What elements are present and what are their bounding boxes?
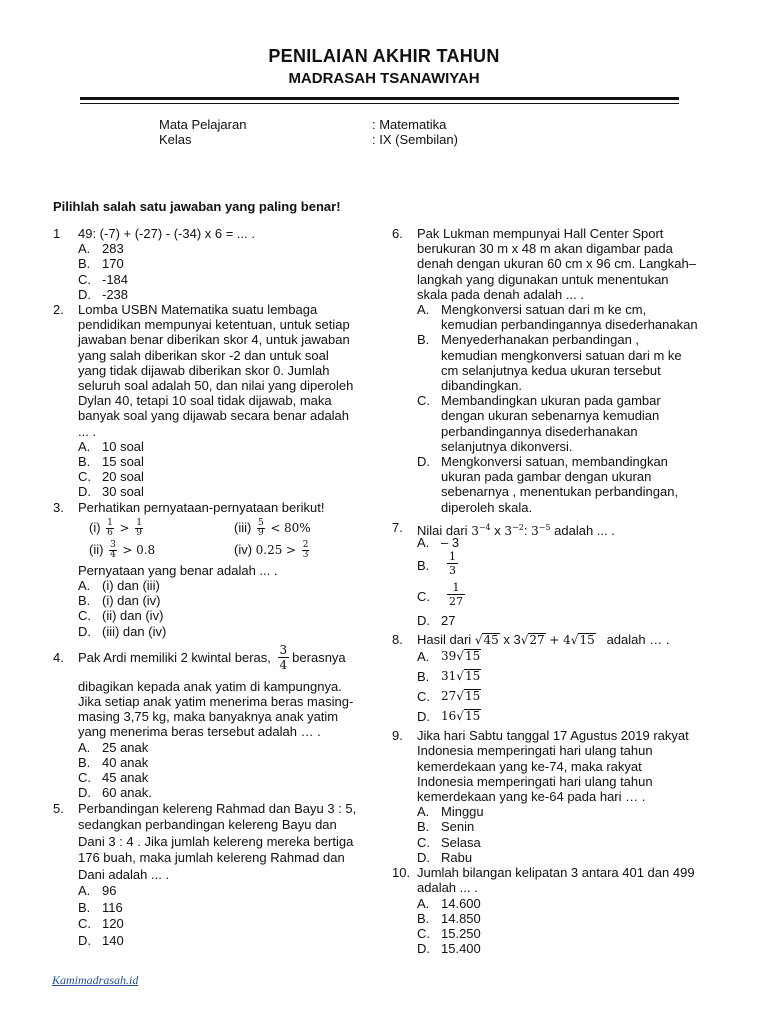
stem-line: Dylan 40, tetapi 10 soal tidak dijawab, maka bbox=[78, 393, 332, 409]
option[interactable] bbox=[392, 393, 732, 454]
option-text: 15 soal bbox=[102, 454, 144, 470]
option-text: 27√15 bbox=[441, 689, 481, 704]
option-text: 30 soal bbox=[102, 484, 144, 500]
fraction: $\frac{1}{6}$ bbox=[107, 517, 113, 538]
question-stem bbox=[392, 728, 732, 804]
option-letter: D. bbox=[78, 484, 91, 500]
option-letter: C. bbox=[78, 608, 91, 624]
question-number: 9. bbox=[392, 728, 403, 744]
option-text: 16√15 bbox=[441, 709, 481, 724]
option-letter: A. bbox=[78, 739, 91, 755]
stem-text: berasnya bbox=[292, 649, 346, 665]
option[interactable] bbox=[392, 819, 732, 834]
question-number: 5. bbox=[53, 800, 64, 816]
question-stem: Nilai dari $3^{-4}$ x $3^{-2}$: $3^{-5}$ adalah ... . bbox=[417, 522, 615, 538]
option-text: 15.250 bbox=[441, 925, 481, 941]
option-letter: A. bbox=[78, 438, 91, 454]
meta-value-subject: : Matematika bbox=[372, 117, 447, 132]
stem-line: yang menerima beras tersebut adalah … . bbox=[78, 724, 321, 740]
stem-line: Jika hari Sabtu tanggal 17 Agustus 2019 rakyat bbox=[417, 728, 689, 744]
option[interactable] bbox=[53, 484, 383, 499]
fraction: $\frac{3}{4}$ bbox=[110, 539, 116, 560]
statement-label: (i) bbox=[89, 519, 101, 535]
stem-line: masing 3,75 kg, maka banyaknya anak yatim bbox=[78, 709, 339, 725]
option-letter: C. bbox=[417, 589, 430, 605]
option-text: 20 soal bbox=[102, 469, 144, 485]
option[interactable] bbox=[392, 550, 732, 581]
stem-line: yang tidak dijawab diberikan skor 0. Jumlah bbox=[78, 362, 330, 378]
option-text: 283 bbox=[102, 241, 124, 257]
stem-line: 176 buah, maka jumlah kelereng Rahmad dan bbox=[78, 850, 345, 865]
statement-iv bbox=[234, 541, 311, 560]
fraction: $\frac{2}{3}$ bbox=[302, 539, 309, 560]
option[interactable] bbox=[53, 916, 383, 933]
option-text: 140 bbox=[102, 932, 124, 948]
option[interactable] bbox=[392, 709, 732, 728]
question-2 bbox=[53, 302, 383, 500]
option[interactable] bbox=[53, 593, 383, 608]
option[interactable] bbox=[392, 332, 732, 393]
option-text: Membandingkan ukuran pada gambar dengan ukuran sebenarnya kemudian perbandingannya disederhanakan selanjutnya dikonversi. bbox=[441, 393, 661, 454]
option-text: – 3 bbox=[441, 534, 460, 550]
option-text: 31√15 bbox=[441, 669, 481, 684]
question-number: 3. bbox=[53, 499, 64, 515]
question-number: 4. bbox=[53, 649, 64, 665]
question-number: 7. bbox=[392, 519, 403, 535]
question-number: 6. bbox=[392, 226, 403, 241]
option[interactable] bbox=[53, 883, 383, 900]
fraction: $\frac{3}{4}$ bbox=[279, 642, 288, 672]
option-text: 60 anak. bbox=[102, 785, 152, 801]
option[interactable] bbox=[53, 933, 383, 950]
meta-value-class: : IX (Sembilan) bbox=[372, 132, 458, 147]
option[interactable] bbox=[53, 785, 383, 800]
right-column bbox=[392, 226, 732, 956]
option[interactable] bbox=[392, 581, 732, 613]
option-text: 40 anak bbox=[102, 754, 149, 770]
option[interactable] bbox=[53, 256, 383, 271]
option-letter: C. bbox=[417, 689, 430, 705]
statement-row bbox=[53, 515, 383, 539]
header-rule-thin bbox=[80, 103, 679, 104]
option[interactable] bbox=[53, 624, 383, 639]
statement-value: 80% bbox=[284, 520, 311, 535]
option-letter: A. bbox=[417, 649, 430, 665]
option-text: 10 soal bbox=[102, 438, 144, 454]
option-text: (ii) dan (iv) bbox=[102, 608, 164, 624]
option-letter: D. bbox=[78, 286, 91, 302]
option[interactable] bbox=[392, 302, 732, 332]
question-number: 8. bbox=[392, 632, 403, 648]
option-text: 25 anak bbox=[102, 739, 149, 755]
statement-ii bbox=[89, 541, 155, 560]
question-prompt: Pernyataan yang benar adalah ... . bbox=[78, 562, 278, 578]
stem-line: yang salah diberikan skor -2 dan untuk soal bbox=[78, 347, 329, 363]
page-title: PENILAIAN AKHIR TAHUN bbox=[268, 46, 500, 66]
footer-link[interactable]: Kamimadrasah.id bbox=[52, 973, 139, 987]
option-letter: A. bbox=[78, 241, 91, 257]
option-letter: B. bbox=[78, 593, 91, 609]
option-text: 116 bbox=[102, 899, 123, 915]
option-letter: D. bbox=[78, 932, 91, 948]
option-text: Senin bbox=[441, 819, 475, 835]
option-letter: C. bbox=[78, 271, 91, 287]
stem-line: ... . bbox=[78, 423, 97, 439]
stem-line: seluruh soal adalah 50, dan nilai yang diperoleh bbox=[78, 378, 354, 394]
option-text: (i) dan (iii) bbox=[102, 578, 160, 594]
option[interactable] bbox=[392, 535, 732, 550]
statement-row bbox=[53, 539, 383, 563]
option-text: 14.850 bbox=[441, 910, 481, 926]
statement-value: 0.25 bbox=[255, 542, 283, 557]
question-8 bbox=[392, 630, 732, 728]
operator: < bbox=[270, 520, 281, 535]
question-stem: Hasil dari √45 x 3√27 + 4√15 adalah … . bbox=[417, 632, 670, 648]
option[interactable] bbox=[53, 287, 383, 302]
question-number: 1 bbox=[53, 226, 61, 241]
stem-line: Indonesia memperingati hari ulang tahun bbox=[417, 743, 653, 759]
option-text: Minggu bbox=[441, 804, 484, 820]
option-letter: B. bbox=[417, 332, 430, 348]
question-5 bbox=[53, 801, 383, 950]
option-text: Rabu bbox=[441, 849, 473, 865]
option-letter: D. bbox=[417, 454, 430, 470]
question-7 bbox=[392, 518, 732, 628]
fraction: $\frac{1}{27}$ bbox=[449, 581, 463, 609]
option-letter: D. bbox=[78, 785, 91, 801]
question-10 bbox=[392, 865, 732, 956]
option-letter: D. bbox=[417, 849, 430, 865]
option-letter: D. bbox=[417, 709, 430, 725]
option-letter: C. bbox=[78, 770, 91, 786]
option-letter: C. bbox=[78, 469, 91, 485]
stem-line: Perbandingan kelereng Rahmad dan Bayu 3 : 5, bbox=[78, 800, 357, 816]
question-number: 2. bbox=[53, 302, 64, 318]
option-text: 170 bbox=[102, 256, 124, 272]
stem-line: dibagikan kepada anak yatim di kampungnya. bbox=[78, 678, 342, 694]
fraction: $\frac{5}{9}$ bbox=[257, 517, 264, 538]
option[interactable] bbox=[392, 926, 732, 941]
option-text: 27 bbox=[441, 613, 456, 629]
option-text: Mengkonversi satuan, membandingkan ukuran pada gambar dengan ukuran sebenarnya , menentukan perbandingan, diperoleh skala. bbox=[441, 454, 679, 515]
option-letter: D. bbox=[417, 613, 430, 629]
option[interactable] bbox=[53, 608, 383, 623]
option-text: 96 bbox=[102, 883, 117, 898]
option-text: Selasa bbox=[441, 834, 481, 850]
option[interactable] bbox=[392, 804, 732, 819]
option-text: 14.600 bbox=[441, 895, 481, 911]
option[interactable] bbox=[392, 941, 732, 956]
option[interactable] bbox=[53, 770, 383, 785]
option-letter: B. bbox=[417, 819, 430, 835]
question-9 bbox=[392, 728, 732, 865]
stem-line: Jika setiap anak yatim menerima beras masing- bbox=[78, 694, 354, 710]
statement-iii bbox=[234, 519, 311, 538]
option-letter: A. bbox=[78, 578, 91, 594]
question-stem bbox=[53, 679, 383, 740]
stem-line: sedangkan perbandingan kelereng Bayu dan bbox=[78, 817, 337, 832]
stem-line: skala pada denah adalah ... . bbox=[417, 286, 584, 302]
fraction: $\frac{1}{3}$ bbox=[449, 550, 456, 578]
option[interactable] bbox=[392, 689, 732, 709]
option-text: 15.400 bbox=[441, 941, 481, 957]
option[interactable] bbox=[53, 755, 383, 770]
question-stem: 49: (-7) + (-27) - (-34) x 6 = ... . bbox=[78, 226, 255, 241]
stem-line: banyak soal yang dijawab secara benar adalah bbox=[78, 408, 350, 424]
stem-line: Pak Lukman mempunyai Hall Center Sport bbox=[417, 226, 664, 241]
question-4 bbox=[53, 643, 383, 801]
operator: > bbox=[286, 542, 297, 557]
meta-label-subject: Mata Pelajaran bbox=[159, 117, 247, 132]
option[interactable] bbox=[53, 241, 383, 256]
question-stem-line1 bbox=[53, 643, 383, 672]
option[interactable] bbox=[53, 578, 383, 593]
option-letter: A. bbox=[417, 534, 430, 550]
option-letter: B. bbox=[78, 899, 91, 915]
option-letter: B. bbox=[78, 256, 91, 272]
option-letter: B. bbox=[78, 454, 91, 470]
stem-line: Lomba USBN Matematika suatu lembaga bbox=[78, 302, 318, 318]
stem-line: kemerdekaan yang ke-64 pada hari … . bbox=[417, 789, 646, 805]
option[interactable] bbox=[392, 896, 732, 911]
option[interactable] bbox=[53, 454, 383, 469]
option-letter: A. bbox=[417, 895, 430, 911]
question-3 bbox=[53, 500, 383, 639]
option-text: (i) dan (iv) bbox=[102, 593, 161, 609]
stem-line: langkah yang digunakan untuk menentukan bbox=[417, 271, 669, 287]
question-stem bbox=[53, 801, 383, 884]
option[interactable] bbox=[392, 911, 732, 926]
stem-text: Pak Ardi memiliki 2 kwintal beras, bbox=[78, 649, 271, 665]
stem-line: Indonesia memperingati hari ulang tahun bbox=[417, 773, 653, 789]
option[interactable] bbox=[392, 454, 732, 515]
stem-line: Dani 3 : 4 . Jika jumlah kelereng mereka bertiga bbox=[78, 833, 354, 849]
option-text: (iii) dan (iv) bbox=[102, 623, 167, 639]
left-column bbox=[53, 226, 383, 949]
stem-line: jawaban benar diberikan skor 4, untuk jawaban bbox=[78, 332, 350, 348]
option-letter: D. bbox=[417, 941, 430, 957]
option[interactable] bbox=[392, 649, 732, 669]
option[interactable] bbox=[392, 835, 732, 850]
header-rule-thick bbox=[80, 97, 679, 100]
statement-label: (ii) bbox=[89, 541, 104, 557]
option[interactable] bbox=[53, 272, 383, 287]
page-subtitle: MADRASAH TSANAWIYAH bbox=[288, 70, 480, 87]
option-letter: B. bbox=[417, 910, 430, 926]
option[interactable] bbox=[53, 740, 383, 755]
option-letter: C. bbox=[417, 925, 430, 941]
option-letter: B. bbox=[417, 669, 430, 685]
operator: > bbox=[122, 542, 133, 557]
question-stem bbox=[392, 865, 732, 895]
question-stem bbox=[392, 226, 732, 302]
question-1 bbox=[53, 226, 383, 302]
stem-line: adalah ... . bbox=[417, 880, 478, 896]
option[interactable] bbox=[53, 469, 383, 484]
option-letter: A. bbox=[417, 302, 430, 318]
statement-value: 0.8 bbox=[136, 542, 156, 557]
option-letter: C. bbox=[417, 834, 430, 850]
option-letter: D. bbox=[78, 623, 91, 639]
stem-line: denah dengan ukuran 60 cm x 96 cm. Langkah– bbox=[417, 256, 696, 272]
statement-label: (iv) bbox=[234, 541, 253, 557]
question-stem: Perhatikan pernyataan-pernyataan berikut! bbox=[78, 499, 325, 515]
statement-i bbox=[89, 519, 145, 538]
option-letter: B. bbox=[78, 754, 91, 770]
option-letter: A. bbox=[417, 804, 430, 820]
statement-label: (iii) bbox=[234, 519, 252, 535]
stem-line: pendidikan mempunyai ketentuan, untuk setiap bbox=[78, 317, 350, 333]
question-stem bbox=[53, 302, 383, 439]
question-6 bbox=[392, 226, 732, 515]
option[interactable] bbox=[53, 439, 383, 454]
instruction: Pilihlah salah satu jawaban yang paling benar! bbox=[53, 199, 341, 214]
option-letter: A. bbox=[78, 883, 91, 898]
stem-line: Jumlah bilangan kelipatan 3 antara 401 dan 499 bbox=[417, 865, 695, 881]
option-text: Mengkonversi satuan dari m ke cm, kemudian perbandingannya disederhanakan bbox=[441, 302, 698, 333]
option-letter: C. bbox=[417, 393, 430, 409]
question-number: 10. bbox=[392, 865, 411, 881]
option[interactable] bbox=[392, 613, 732, 628]
stem-line: Dani adalah ... . bbox=[78, 866, 170, 882]
option-text: 45 anak bbox=[102, 770, 149, 786]
option[interactable] bbox=[392, 669, 732, 689]
fraction: $\frac{1}{9}$ bbox=[136, 517, 142, 538]
option-text: Menyederhanakan perbandingan , kemudian mengkonversi satuan dari m ke cm selanjutnya kedua ukuran tersebut dibandingkan. bbox=[441, 332, 682, 394]
option-letter: B. bbox=[417, 558, 430, 574]
stem-line: berukuran 30 m x 48 m akan digambar pada bbox=[417, 241, 673, 257]
option-text: 39√15 bbox=[441, 649, 481, 664]
option-text: -238 bbox=[102, 286, 129, 302]
meta-label-class: Kelas bbox=[159, 132, 192, 147]
stem-line: kemerdekaan yang ke-74, maka rakyat bbox=[417, 758, 642, 774]
option[interactable] bbox=[53, 900, 383, 917]
option[interactable] bbox=[392, 850, 732, 865]
operator: > bbox=[119, 520, 130, 535]
option-text: -184 bbox=[102, 271, 129, 287]
option-letter: C. bbox=[78, 916, 91, 931]
option-text: 120 bbox=[102, 916, 124, 931]
